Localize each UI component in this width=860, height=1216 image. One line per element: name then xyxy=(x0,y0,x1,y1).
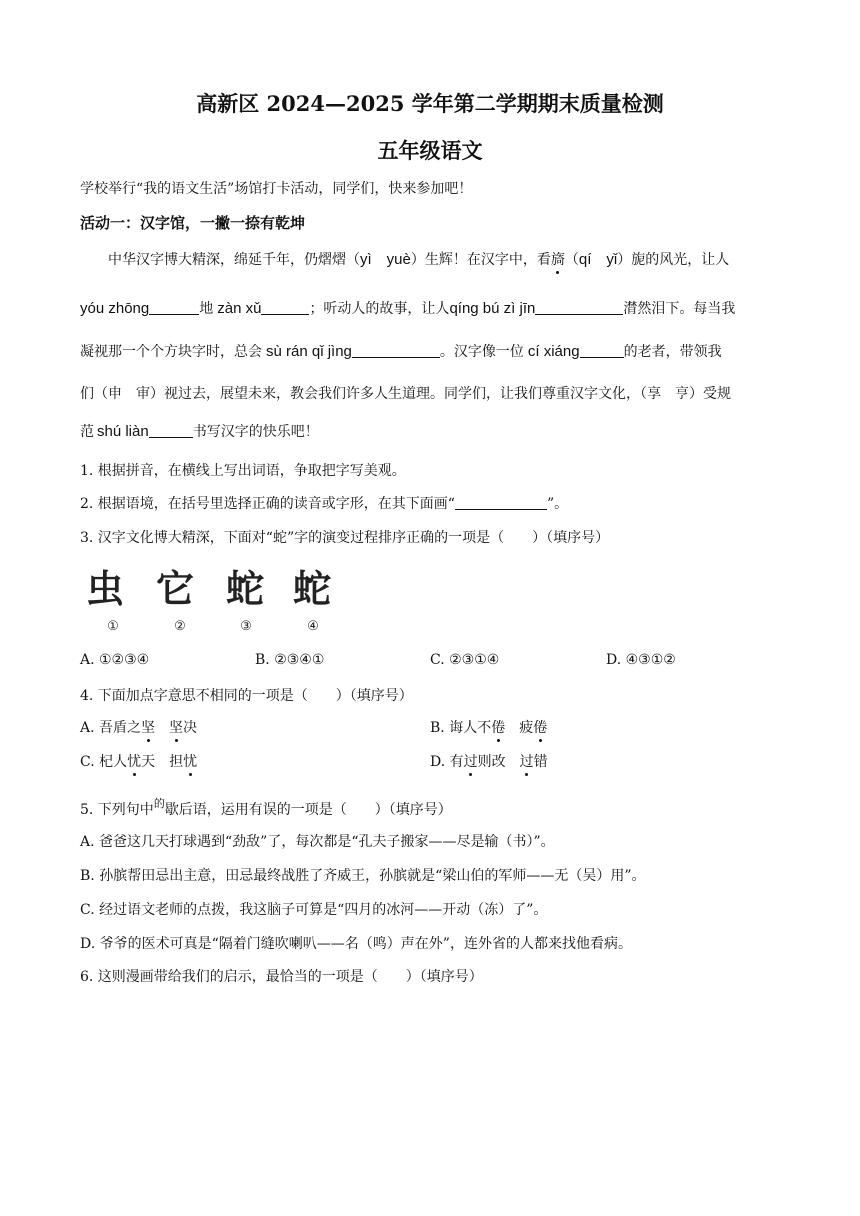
pinyin: sù rán qǐ jìng xyxy=(266,343,352,360)
text: 的老者，带领我 xyxy=(623,344,722,360)
text: 决 xyxy=(183,720,198,736)
text: 疲 xyxy=(505,720,534,736)
question-5 xyxy=(80,795,452,819)
glyph-3: 蛇 xyxy=(225,566,265,611)
text: 地 xyxy=(199,301,214,317)
glyph-2: 它 xyxy=(155,566,195,611)
q4-option-c[interactable] xyxy=(80,751,197,771)
q3-option-d[interactable]: D. ④③①② xyxy=(606,652,676,668)
pinyin: cí xiáng xyxy=(527,343,580,360)
q5-option-b[interactable]: B. 孙膑帮田忌出主意，田忌最终战胜了齐威王，孙膑就是“梁山伯的军师——无（吴）用”。 xyxy=(80,868,646,884)
q5-option-a[interactable]: A. 爸爸这几天打球遇到“劲敌”了，每次都是“孔夫子搬家——尽是输（书）”。 xyxy=(80,834,555,850)
q3-option-a[interactable]: A. ①②③④ xyxy=(80,652,150,668)
pinyin: qíng bú zì jīn xyxy=(449,300,536,317)
q3-option-b[interactable]: B. ②③④① xyxy=(255,652,325,668)
question-6: 6. 这则漫画带给我们的启示，最恰当的一项是（ ）（填序号） xyxy=(80,969,483,985)
dotted-char: 坚 xyxy=(169,717,183,737)
passage-line-1 xyxy=(108,248,729,269)
text: 错 xyxy=(533,754,548,770)
q4-option-d[interactable] xyxy=(430,751,548,771)
text: 范 xyxy=(80,424,94,440)
dotted-char: 旖 xyxy=(551,249,565,269)
passage-line-2 xyxy=(80,298,735,318)
question-3: 3. 汉字文化博大精深，下面对“蛇”字的演变过程排序正确的一项是（ ）（填序号） xyxy=(80,530,610,546)
text: C. 杞人 xyxy=(80,754,128,770)
text: 。汉字像一位 xyxy=(439,344,524,360)
dotted-char: 过 xyxy=(464,751,478,771)
page-title: 高新区 2024—2025 学年第二学期期末质量检测 xyxy=(196,91,664,116)
q3-option-c[interactable]: C. ②③①④ xyxy=(430,652,500,668)
pinyin: zàn xǔ xyxy=(217,300,262,317)
text: 5. 下列句中 xyxy=(80,802,154,818)
dotted-char: 倦 xyxy=(491,717,505,737)
text: 书写汉字的快乐吧！ xyxy=(192,424,319,440)
text: A. 吾盾之 xyxy=(80,720,142,736)
text: ；听动人的故事，让人 xyxy=(309,301,450,317)
dotted-char: 过 xyxy=(520,751,534,771)
answer-blank[interactable] xyxy=(261,300,309,315)
glyph-num-2: ② xyxy=(174,619,186,634)
pinyin: yóu zhōng xyxy=(80,300,150,317)
answer-blank[interactable] xyxy=(149,423,193,438)
glyph-num-1: ① xyxy=(107,619,119,634)
intro-text: 学校举行“我的语文生活”场馆打卡活动，同学们，快来参加吧！ xyxy=(80,181,473,197)
glyph-4: 蛇 xyxy=(292,566,332,611)
underline-sample xyxy=(455,495,547,510)
text xyxy=(155,720,169,736)
text: 则改 xyxy=(477,754,520,770)
snake-character-evolution-figure xyxy=(80,560,350,635)
text: 2. 根据语境，在括号里选择正确的读音或字形，在其下面画“ xyxy=(80,496,455,512)
text: ）生辉！在汉字中，看 xyxy=(410,252,551,268)
dotted-char: 忧 xyxy=(127,751,141,771)
dotted-char: 忧 xyxy=(183,751,197,771)
glyph-1: 虫 xyxy=(85,566,125,611)
answer-blank[interactable] xyxy=(580,343,624,358)
answer-blank[interactable] xyxy=(352,343,440,358)
question-2 xyxy=(80,493,568,513)
text: 天 担 xyxy=(141,754,184,770)
text: （ xyxy=(564,252,579,268)
activity1-heading: 活动一：汉字馆，一撇一捺有乾坤 xyxy=(80,214,306,232)
glyph-num-4: ④ xyxy=(307,619,319,634)
question-1: 1. 根据拼音，在横线上写出词语，争取把字写美观。 xyxy=(80,463,406,479)
pinyin: shú liàn xyxy=(97,423,149,440)
text: 的 xyxy=(153,797,165,810)
answer-blank[interactable] xyxy=(149,300,199,315)
text: 潸然泪下。每当我 xyxy=(623,301,736,317)
passage-line-3 xyxy=(80,341,722,361)
passage-line-4: 们（申 审）视过去，展望未来，教会我们许多人生道理。同学们，让我们尊重汉字文化，（享 亨）受规 xyxy=(80,386,731,402)
question-4: 4. 下面加点字意思不相同的一项是（ ）（填序号） xyxy=(80,688,413,704)
text: 歇后语，运用有误的一项是（ ）（填序号） xyxy=(164,802,452,818)
answer-blank[interactable] xyxy=(535,300,623,315)
pinyin: qí yǐ xyxy=(578,251,618,268)
dotted-char: 倦 xyxy=(533,717,547,737)
q4-option-a[interactable] xyxy=(80,717,197,737)
text: 中华汉字博大精深，绵延千年，仍熠熠（ xyxy=(108,252,360,268)
text: ）旎的风光，让人 xyxy=(617,252,730,268)
text: B. 诲人不 xyxy=(430,720,492,736)
pinyin: yì yuè xyxy=(360,251,411,268)
text: 凝视那一个个方块字时，总会 xyxy=(80,344,262,360)
q5-option-d[interactable]: D. 爷爷的医术可真是“隔着门缝吹喇叭——名（鸣）声在外”，连外省的人都来找他看病。 xyxy=(80,936,632,952)
glyph-num-3: ③ xyxy=(240,619,252,634)
passage-line-5 xyxy=(80,421,319,441)
q4-option-b[interactable] xyxy=(430,717,547,737)
text: D. 有 xyxy=(430,754,464,770)
page-subtitle: 五年级语文 xyxy=(377,138,483,163)
q5-option-c[interactable]: C. 经过语文老师的点拨，我这脑子可算是“四月的冰河——开动（冻）了”。 xyxy=(80,902,548,918)
text: ”。 xyxy=(546,496,569,512)
dotted-char: 坚 xyxy=(141,717,155,737)
